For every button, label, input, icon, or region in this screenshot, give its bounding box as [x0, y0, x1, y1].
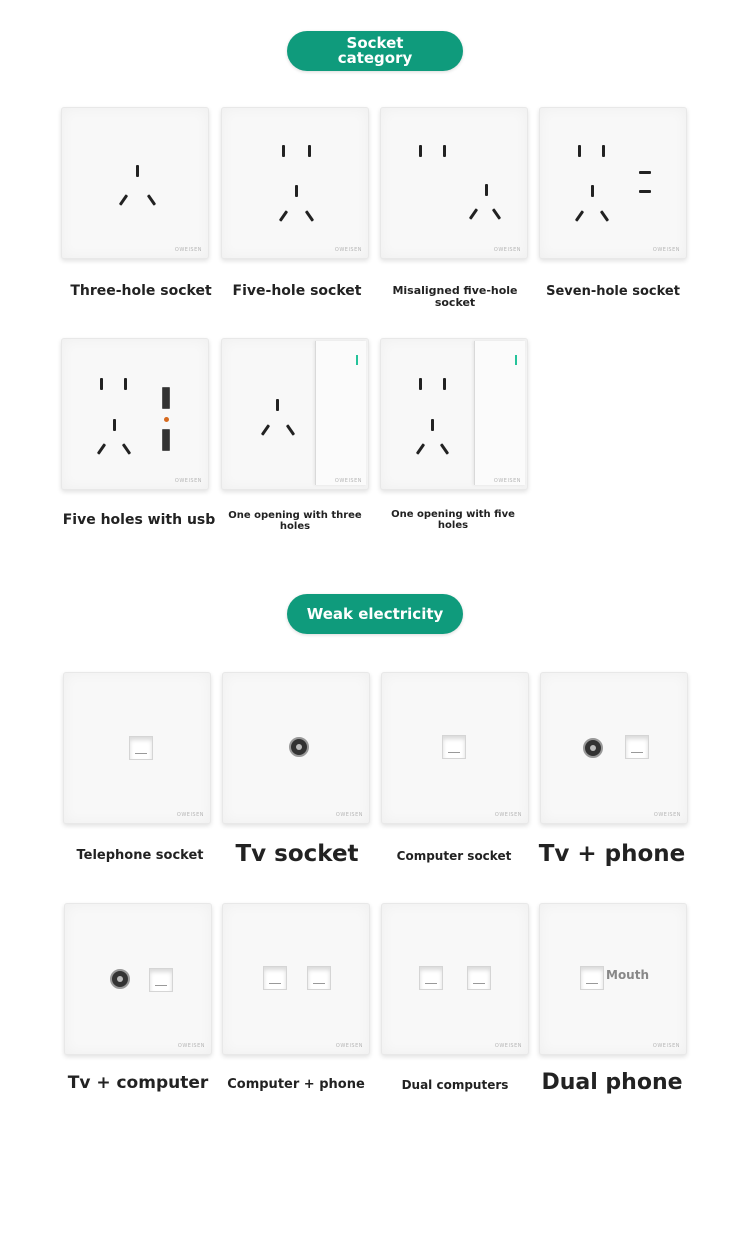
- socket-hole: [124, 378, 127, 390]
- socket-hole: [578, 145, 581, 157]
- brand-mark: OWEISEN: [174, 478, 202, 484]
- socket-hole: [295, 185, 298, 197]
- product-label: Tv socket: [235, 841, 359, 867]
- section-header-socket-category: [287, 31, 463, 71]
- brand-mark: OWEISEN: [335, 812, 363, 818]
- section-header-weak-electricity: [287, 594, 463, 634]
- coax-jack-icon: [110, 969, 130, 989]
- socket-hole: [492, 208, 501, 220]
- socket-hole: [416, 443, 425, 455]
- brand-mark: OWEISEN: [176, 812, 204, 818]
- socket-hole: [431, 419, 434, 431]
- product-label: Misaligned five-hole socket: [392, 284, 518, 309]
- product-tv-plus-computer[interactable]: [64, 903, 212, 1055]
- socket-hole: [97, 443, 106, 455]
- port-label: Mouth: [606, 968, 650, 982]
- rj-jack-icon: [419, 966, 443, 990]
- socket-hole: [639, 190, 651, 193]
- brand-mark: OWEISEN: [652, 1043, 680, 1049]
- socket-hole: [113, 419, 116, 431]
- socket-hole: [639, 171, 651, 174]
- rj-jack-icon: [625, 735, 649, 759]
- socket-hole: [591, 185, 594, 197]
- product-misaligned-five-hole-socket[interactable]: [380, 107, 528, 259]
- brand-mark: OWEISEN: [653, 812, 681, 818]
- socket-hole: [147, 194, 156, 206]
- product-label: One opening with three holes: [228, 510, 362, 532]
- brand-mark: OWEISEN: [334, 247, 362, 253]
- socket-hole: [282, 145, 285, 157]
- product-label: Tv + phone: [538, 841, 686, 867]
- socket-hole: [443, 145, 446, 157]
- socket-hole: [286, 424, 295, 436]
- usb-port-icon: [162, 429, 170, 451]
- brand-mark: OWEISEN: [335, 1043, 363, 1049]
- brand-mark: OWEISEN: [493, 247, 521, 253]
- rj-jack-icon: [129, 736, 153, 760]
- rj-jack-icon: [149, 968, 173, 992]
- socket-hole: [469, 208, 478, 220]
- rj-jack-icon: [580, 966, 604, 990]
- product-label: Dual phone: [541, 1070, 683, 1095]
- rj-jack-icon: [467, 966, 491, 990]
- socket-hole: [440, 443, 449, 455]
- product-seven-hole-socket[interactable]: [539, 107, 687, 259]
- socket-hole: [136, 165, 139, 177]
- rocker-switch[interactable]: [474, 341, 525, 485]
- product-tv-plus-phone[interactable]: [540, 672, 688, 824]
- indicator-light: [164, 417, 169, 422]
- socket-hole: [602, 145, 605, 157]
- product-one-opening-three-holes[interactable]: [221, 338, 369, 490]
- product-computer-socket[interactable]: [381, 672, 529, 824]
- product-label: Computer socket: [396, 849, 512, 863]
- rj-jack-icon: [442, 735, 466, 759]
- brand-mark: OWEISEN: [334, 478, 362, 484]
- socket-hole: [261, 424, 270, 436]
- product-label: Five holes with usb: [62, 512, 216, 528]
- product-label: Dual computers: [401, 1078, 509, 1092]
- product-five-holes-with-usb[interactable]: [61, 338, 209, 490]
- section-title: Weak electricity: [306, 604, 444, 623]
- product-telephone-socket[interactable]: [63, 672, 211, 824]
- product-tv-socket[interactable]: [222, 672, 370, 824]
- brand-mark: OWEISEN: [174, 247, 202, 253]
- brand-mark: OWEISEN: [177, 1043, 205, 1049]
- socket-hole: [100, 378, 103, 390]
- product-label: Telephone socket: [76, 848, 204, 863]
- product-label: Seven-hole socket: [546, 284, 680, 299]
- indicator-light: [515, 355, 517, 365]
- product-label: Tv + computer: [67, 1073, 209, 1093]
- socket-hole: [305, 210, 314, 222]
- socket-hole: [419, 378, 422, 390]
- coax-jack-icon: [289, 737, 309, 757]
- product-dual-computers[interactable]: [381, 903, 529, 1055]
- product-computer-plus-phone[interactable]: [222, 903, 370, 1055]
- brand-mark: OWEISEN: [494, 812, 522, 818]
- section-title: Socket category: [337, 34, 413, 67]
- product-three-hole-socket[interactable]: [61, 107, 209, 259]
- brand-mark: OWEISEN: [493, 478, 521, 484]
- socket-hole: [119, 194, 128, 206]
- socket-hole: [575, 210, 584, 222]
- rj-jack-icon: [307, 966, 331, 990]
- socket-hole: [443, 378, 446, 390]
- socket-hole: [485, 184, 488, 196]
- socket-hole: [419, 145, 422, 157]
- product-label: One opening with five holes: [391, 509, 515, 531]
- brand-mark: OWEISEN: [652, 247, 680, 253]
- product-one-opening-five-holes[interactable]: [380, 338, 528, 490]
- product-label: Five-hole socket: [232, 283, 362, 299]
- product-label: Three-hole socket: [70, 283, 212, 299]
- usb-port-icon: [162, 387, 170, 409]
- socket-hole: [276, 399, 279, 411]
- rj-jack-icon: [263, 966, 287, 990]
- product-dual-phone[interactable]: [539, 903, 687, 1055]
- socket-hole: [600, 210, 609, 222]
- socket-hole: [308, 145, 311, 157]
- coax-jack-icon: [583, 738, 603, 758]
- product-five-hole-socket[interactable]: [221, 107, 369, 259]
- socket-hole: [279, 210, 288, 222]
- socket-hole: [122, 443, 131, 455]
- brand-mark: OWEISEN: [494, 1043, 522, 1049]
- indicator-light: [356, 355, 358, 365]
- product-label: Computer + phone: [227, 1077, 365, 1092]
- rocker-switch[interactable]: [315, 341, 366, 485]
